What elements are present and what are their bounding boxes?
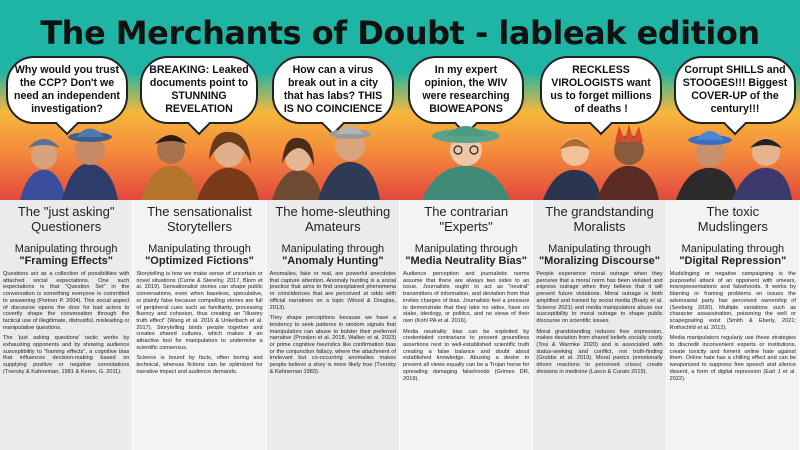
speech-bubble-amateurs: How can a virus break out in a city that has labs? THIS IS NO COINCIENCE bbox=[272, 56, 394, 124]
column-questioners bbox=[0, 200, 133, 450]
role-title: The "just asking" Questioners bbox=[17, 204, 115, 234]
role-title: The contrarian "Experts" bbox=[424, 204, 509, 234]
description-text: Mudslinging or negative campaigning is the purposeful attack of an opponent with smears, misrepresentations and falsehoods. It works by blaming or framing problems on issues the adversarial party has perceived ownership of (Seeberg 2020). Multiple variations such as character assassination, poisoning the well or scapegoating exist (Smith & Eberly, 2021; Rothschild et al. 2012). Media manipulators regularly use these strategies to discredit inconvenient experts or institutions, create toxicity and foment online hate against them. Online hate has a chilling effect and can be weaponized to suppress free speech and silence dissent, a form of digital repression (Earl J et al. 2022). bbox=[669, 271, 796, 382]
column-amateurs bbox=[267, 200, 400, 450]
page-title: The Merchants of Doubt - lableak edition bbox=[40, 14, 760, 52]
speech-bubble-mudslingers: Corrupt SHILLS and STOOGES!!! Biggest COVER-UP of the century!!! bbox=[674, 56, 796, 124]
description-text: People experience moral outrage when they perceive that a moral norm has been violated and express outrage when they believe that it will prevent future violations. Moral outrage is both amplified and trained by social media (Brady et al. Science 2021) and media manipulators abuse our susceptibility to moral outrage to shape public discourse on scientific issues. Moral grandstanding reduces free expression, makes deviation from shared beliefs socially costly (Tosi & Warmke 2020) and is associated with status-seeking and conflict, not truth-finding (Grubbs et al. 2019). Moral panics (emotionally driven reactions to perceived crises) create divisions in medicine (Lasco & Curato 2019). bbox=[536, 271, 663, 375]
illustration-row bbox=[0, 120, 800, 200]
column-mudslingers bbox=[667, 200, 800, 450]
column-storytellers bbox=[133, 200, 266, 450]
speech-bubble-storytellers: BREAKING: Leaked documents point to STUNNING REVELATION bbox=[140, 56, 258, 124]
experts-illustration bbox=[400, 120, 533, 200]
description-text: Storytelling is how we make sense of uncertain or novel situations (Currie & Sterelny, 2017, Blom et al. 2019). Sensationalist stories can shape public conversations, even when baseless, speculative, or plainly false because compelling stories are full of peripheral cues such as familiarity, processing fluency and cohesion, thus creating an "illusory truth effect" (Wang et al. 2016 & Unkelbach et al. 2017). Storytelling binds people together and creates shared cultures, which makes it an attractive tool for manipulators to undermine a scientific consensus. Science is bound by facts, often boring and technical, whereas fictions can be optimized for narrative impact and audience demands. bbox=[136, 271, 263, 375]
speech-bubble-moralists: RECKLESS VIROLOGISTS want us to forget millions of deaths ! bbox=[540, 56, 662, 124]
role-title: The toxic Mudslingers bbox=[697, 204, 768, 234]
manipulation-heading: Manipulating through "Media Neutrality Bias" bbox=[405, 243, 527, 267]
manipulation-heading: Manipulating through "Digital Repression" bbox=[679, 243, 787, 267]
manipulation-heading: Manipulating through "Anomaly Hunting" bbox=[281, 243, 385, 267]
description-text: Anomalies, fake or real, are powerful anecdotes that capture attention. Anomaly hunting is a social practice that aims to find unexplained phenomena or coincidences that are perceived at odds with official narratives on a topic (Wood & Douglas, 2013). They shape perceptions because we have a tendency to seek patterns in random signals that manipulators can abuse to bolster their preferred narrative (Prooijen et al. 2018, Walker et al. 2023) or prime cognitive heuristics like confirmation bias or the conjunction fallacy, where the attachment of irrelevant but co-occurring anomalies makes people believe a story is more likely true (Tversky & Kahneman 1983). bbox=[269, 271, 396, 375]
role-title: The sensationalist Storytellers bbox=[147, 204, 252, 234]
role-title: The grandstanding Moralists bbox=[545, 204, 654, 234]
mudslingers-illustration bbox=[666, 120, 799, 200]
column-moralists bbox=[533, 200, 666, 450]
speech-bubble-questioners: Why would you trust the CCP? Don't we need an independent investigation? bbox=[6, 56, 128, 124]
questioners-illustration bbox=[0, 120, 133, 200]
description-text: Questions act as a collection of possibilities with attached social expectations. One such expectations is that "Question Set" in the conversation is something everyone is committed to answering (Portner P. 2004). This social aspect of discourse opens the door for bad actors to covertly shape the conversation through the tactical use of illegitimate, distrustful, misleading or manipulative questions. The 'just asking questions' tactic works by exhausting opponents and by showing audience susceptibility to "framing effects", a cognitive bias that influences decision-making based on supplying positive or negative connotations (Tversky & Kahneman, 1981 & Keren, G. 2011). bbox=[3, 271, 130, 375]
speech-bubble-experts: In my expert opinion, the WIV were researching BIOWEAPONS bbox=[408, 56, 524, 124]
manipulation-heading: Manipulating through "Moralizing Discourse" bbox=[538, 243, 661, 267]
manipulation-heading: Manipulating through "Framing Effects" bbox=[14, 243, 118, 267]
description-text: Audience perception and journalistic norms assume that there are always two sides to an issue. Journalists ought to act as "neutral" transmitters of information, and deviation from that invites charges of bias. Journalists feel a pressure to demonstrate that they take no sides, have no stake, ideology, or politics, and no views of their own (Kohl PA et al. 2016). Media neutrality bias can be exploited by credentialed contrarians to present groundless assertions next to well-established scientific truth creating a false balance and doubt about established knowledge. Abusing a desire to present all views equally can be a Trojan horse for spreading damaging falsehoods (Grimes DR, 2019). bbox=[403, 271, 530, 382]
moralists-illustration bbox=[533, 120, 666, 200]
amateurs-illustration bbox=[266, 120, 399, 200]
storytellers-illustration bbox=[133, 120, 266, 200]
manipulation-heading: Manipulating through "Optimized Fictions" bbox=[145, 243, 254, 267]
column-experts bbox=[400, 200, 533, 450]
banner bbox=[0, 0, 800, 200]
role-title: The home-sleuthing Amateurs bbox=[275, 204, 391, 234]
